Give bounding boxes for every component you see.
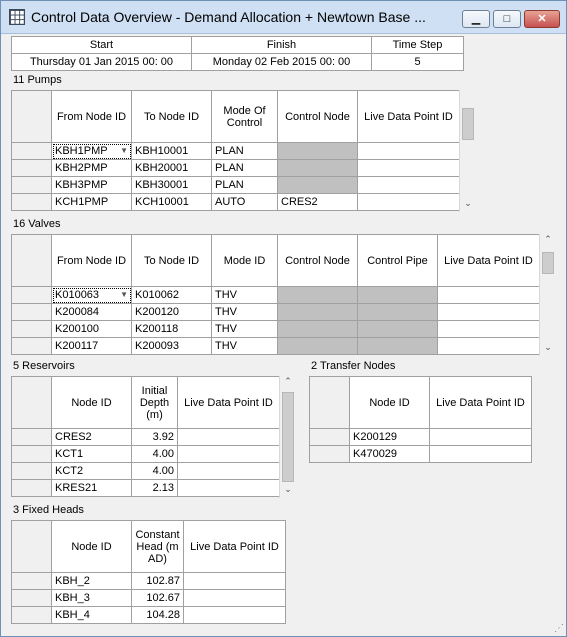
col-header[interactable]: Control Node <box>278 235 358 287</box>
row-header[interactable] <box>12 338 52 355</box>
table-cell <box>278 160 358 177</box>
start-header: Start <box>12 37 192 54</box>
scroll-up-icon[interactable]: ⌃ <box>284 376 292 386</box>
table-cell[interactable]: KBH10001 <box>132 143 212 160</box>
table-cell[interactable] <box>52 143 132 160</box>
table-cell[interactable] <box>438 287 540 304</box>
table-row[interactable] <box>12 304 540 321</box>
scroll-up-icon[interactable]: ⌃ <box>544 234 552 244</box>
table-cell[interactable]: K200117 <box>52 338 132 355</box>
cell-text: KBH1PMP <box>55 145 108 157</box>
row-header[interactable] <box>12 160 52 177</box>
time-step-header: Time Step <box>372 37 464 54</box>
chevron-down-icon[interactable]: ▼ <box>120 290 128 299</box>
scroll-thumb[interactable] <box>462 108 474 140</box>
table-cell[interactable]: K010062 <box>132 287 212 304</box>
table-cell[interactable]: 3.92 <box>132 429 178 446</box>
table-cell[interactable] <box>358 143 460 160</box>
table-cell[interactable]: CRES2 <box>278 194 358 211</box>
valves-scrollbar[interactable] <box>539 234 556 356</box>
row-header-corner <box>310 377 350 429</box>
valves-table <box>11 234 540 355</box>
col-header[interactable]: To Node ID <box>132 91 212 143</box>
row-header[interactable] <box>12 143 52 160</box>
table-row[interactable] <box>12 463 280 480</box>
table-cell[interactable] <box>52 287 132 304</box>
row-header-corner <box>12 377 52 429</box>
row-header[interactable] <box>12 429 52 446</box>
row-header[interactable] <box>12 446 52 463</box>
table-cell[interactable]: 102.67 <box>132 590 184 607</box>
row-header[interactable] <box>310 429 350 446</box>
row-header[interactable] <box>12 480 52 497</box>
table-cell <box>278 143 358 160</box>
table-row[interactable] <box>12 194 460 211</box>
content-area <box>1 34 566 636</box>
table-cell[interactable]: K200118 <box>132 321 212 338</box>
table-cell[interactable]: 104.28 <box>132 607 184 624</box>
table-cell[interactable]: 102.87 <box>132 573 184 590</box>
maximize-button[interactable]: □ <box>493 10 521 28</box>
table-cell[interactable]: AUTO <box>212 194 278 211</box>
transfer-nodes-label: 2 Transfer Nodes <box>311 360 396 372</box>
table-cell[interactable]: THV <box>212 321 278 338</box>
table-cell[interactable]: THV <box>212 338 278 355</box>
cell-text: K010063 <box>55 289 100 301</box>
col-header[interactable]: Constant Head (m AD) <box>132 521 184 573</box>
start-value[interactable]: Thursday 01 Jan 2015 00: 00 <box>12 54 192 71</box>
pumps-table <box>11 90 460 211</box>
table-cell[interactable]: KBH3PMP <box>52 177 132 194</box>
table-cell[interactable] <box>430 429 532 446</box>
finish-header: Finish <box>192 37 372 54</box>
row-header[interactable] <box>12 321 52 338</box>
table-cell[interactable] <box>184 590 286 607</box>
resize-grip-icon[interactable]: ⋰ <box>554 623 564 634</box>
col-header[interactable]: Control Node <box>278 91 358 143</box>
table-cell[interactable]: K200084 <box>52 304 132 321</box>
valves-label: 16 Valves <box>13 218 61 230</box>
row-header[interactable] <box>12 573 52 590</box>
scroll-down-icon[interactable]: ⌄ <box>284 484 292 494</box>
table-cell[interactable] <box>358 177 460 194</box>
table-cell[interactable]: KRES21 <box>52 480 132 497</box>
table-row[interactable] <box>12 590 286 607</box>
row-header[interactable] <box>12 607 52 624</box>
table-row[interactable] <box>12 573 286 590</box>
fixed-heads-table <box>11 520 286 624</box>
window-title: Control Data Overview - Demand Allocation + Newtown Base ... <box>31 9 426 25</box>
col-header[interactable]: Mode ID <box>212 235 278 287</box>
table-cell[interactable]: K200129 <box>350 429 430 446</box>
minimize-button[interactable]: ▁ <box>462 10 490 28</box>
table-row[interactable] <box>12 446 280 463</box>
table-cell[interactable]: K200100 <box>52 321 132 338</box>
scroll-down-icon[interactable]: ⌄ <box>544 342 552 352</box>
table-cell[interactable] <box>178 480 280 497</box>
table-cell[interactable]: PLAN <box>212 160 278 177</box>
col-header[interactable]: Live Data Point ID <box>358 91 460 143</box>
col-header[interactable]: Control Pipe <box>358 235 438 287</box>
time-table <box>11 36 464 71</box>
col-header[interactable]: Live Data Point ID <box>178 377 280 429</box>
table-row[interactable] <box>12 143 460 160</box>
scroll-down-icon[interactable]: ⌄ <box>464 198 472 208</box>
table-cell[interactable]: KBH_4 <box>52 607 132 624</box>
table-row[interactable] <box>12 338 540 355</box>
table-cell <box>278 304 358 321</box>
table-cell <box>358 304 438 321</box>
col-header[interactable]: Live Data Point ID <box>430 377 532 429</box>
table-cell[interactable] <box>438 338 540 355</box>
table-cell[interactable] <box>178 463 280 480</box>
reservoirs-table <box>11 376 280 497</box>
scroll-thumb[interactable] <box>282 392 294 482</box>
table-cell[interactable]: KBH_2 <box>52 573 132 590</box>
col-header[interactable]: From Node ID <box>52 235 132 287</box>
row-header[interactable] <box>12 304 52 321</box>
table-cell[interactable]: 4.00 <box>132 446 178 463</box>
table-cell[interactable] <box>184 573 286 590</box>
row-header[interactable] <box>12 287 52 304</box>
table-cell[interactable]: KBH30001 <box>132 177 212 194</box>
table-cell <box>278 338 358 355</box>
table-row[interactable] <box>12 160 460 177</box>
col-header[interactable]: Initial Depth (m) <box>132 377 178 429</box>
table-cell[interactable]: KCH10001 <box>132 194 212 211</box>
table-row[interactable] <box>310 429 532 446</box>
time-step-value[interactable]: 5 <box>372 54 464 71</box>
row-header[interactable] <box>12 194 52 211</box>
table-row[interactable] <box>12 480 280 497</box>
scroll-thumb[interactable] <box>542 252 554 274</box>
pumps-scrollbar[interactable] <box>459 90 476 212</box>
table-cell[interactable] <box>438 321 540 338</box>
table-cell[interactable] <box>438 304 540 321</box>
table-cell[interactable]: K200093 <box>132 338 212 355</box>
table-cell[interactable]: KCT2 <box>52 463 132 480</box>
col-header[interactable]: Mode Of Control <box>212 91 278 143</box>
table-row[interactable] <box>12 429 280 446</box>
chevron-down-icon[interactable]: ▼ <box>120 146 128 155</box>
fixed-heads-label: 3 Fixed Heads <box>13 504 84 516</box>
table-cell[interactable]: KBH2PMP <box>52 160 132 177</box>
table-cell[interactable]: KCH1PMP <box>52 194 132 211</box>
table-row[interactable] <box>12 287 540 304</box>
finish-value[interactable]: Monday 02 Feb 2015 00: 00 <box>192 54 372 71</box>
table-cell[interactable]: 4.00 <box>132 463 178 480</box>
table-cell[interactable] <box>358 160 460 177</box>
col-header[interactable]: From Node ID <box>52 91 132 143</box>
reservoirs-scrollbar[interactable] <box>279 376 296 498</box>
pumps-label: 11 Pumps <box>13 74 62 86</box>
row-header[interactable] <box>310 446 350 463</box>
table-cell[interactable]: THV <box>212 287 278 304</box>
table-cell <box>358 321 438 338</box>
col-header[interactable]: To Node ID <box>132 235 212 287</box>
table-cell <box>278 287 358 304</box>
table-cell[interactable]: KBH20001 <box>132 160 212 177</box>
table-cell[interactable]: PLAN <box>212 143 278 160</box>
table-cell[interactable]: PLAN <box>212 177 278 194</box>
table-cell[interactable]: THV <box>212 304 278 321</box>
table-cell[interactable] <box>178 429 280 446</box>
table-cell[interactable]: KBH_3 <box>52 590 132 607</box>
table-cell[interactable] <box>430 446 532 463</box>
col-header[interactable]: Live Data Point ID <box>438 235 540 287</box>
col-header[interactable]: Node ID <box>52 377 132 429</box>
col-header[interactable]: Node ID <box>52 521 132 573</box>
table-row[interactable] <box>12 607 286 624</box>
transfer-nodes-table <box>309 376 532 463</box>
table-cell[interactable]: KCT1 <box>52 446 132 463</box>
table-cell[interactable]: K470029 <box>350 446 430 463</box>
close-button[interactable]: ✕ <box>524 10 560 28</box>
table-row[interactable] <box>12 321 540 338</box>
title-bar[interactable] <box>1 1 566 34</box>
row-header[interactable] <box>12 463 52 480</box>
table-cell <box>358 338 438 355</box>
table-row[interactable] <box>310 446 532 463</box>
table-cell[interactable]: 2.13 <box>132 480 178 497</box>
table-cell[interactable] <box>358 194 460 211</box>
col-header[interactable]: Live Data Point ID <box>184 521 286 573</box>
table-cell <box>358 287 438 304</box>
row-header-corner <box>12 521 52 573</box>
row-header-corner <box>12 91 52 143</box>
table-cell[interactable] <box>184 607 286 624</box>
col-header[interactable]: Node ID <box>350 377 430 429</box>
row-header[interactable] <box>12 590 52 607</box>
table-cell <box>278 177 358 194</box>
table-cell[interactable]: K200120 <box>132 304 212 321</box>
reservoirs-label: 5 Reservoirs <box>13 360 75 372</box>
grid-icon <box>9 9 25 25</box>
row-header-corner <box>12 235 52 287</box>
row-header[interactable] <box>12 177 52 194</box>
table-cell[interactable] <box>178 446 280 463</box>
table-cell[interactable]: CRES2 <box>52 429 132 446</box>
table-cell <box>278 321 358 338</box>
table-row[interactable] <box>12 177 460 194</box>
